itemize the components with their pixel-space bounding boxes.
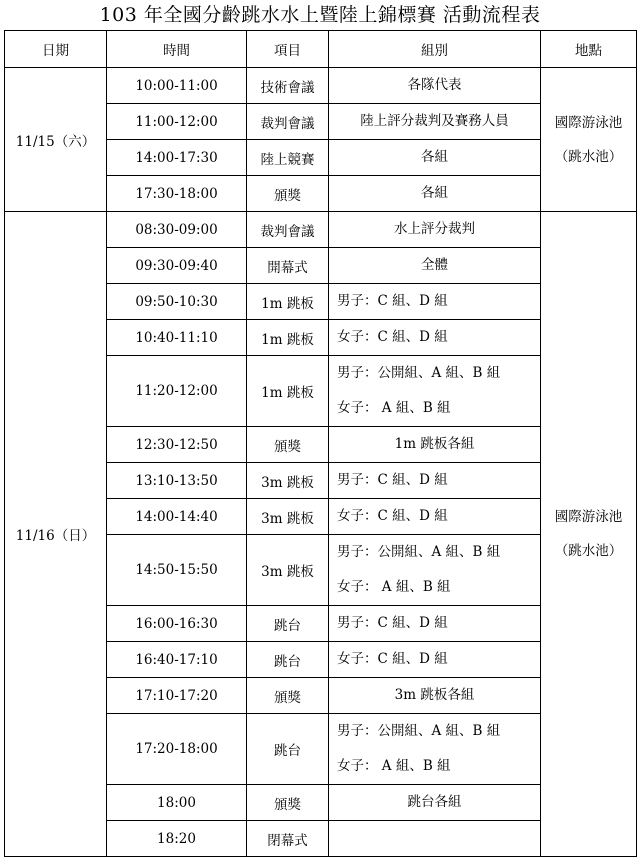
event-cell: 裁判會議 xyxy=(247,104,329,140)
header-date: 日期 xyxy=(5,31,107,68)
event-cell: 1m 跳板 xyxy=(247,320,329,356)
time-cell: 10:00-11:00 xyxy=(107,68,247,104)
group-cell xyxy=(329,176,541,212)
event-cell: 頒獎 xyxy=(247,176,329,212)
group-cell xyxy=(329,212,541,248)
date-cell: 11/15（六） xyxy=(5,68,107,212)
group-line: 陸上評分裁判及賽務人員 xyxy=(360,113,509,129)
header-row xyxy=(5,31,637,68)
group-line: 女子：C 組、D 組 xyxy=(337,651,448,667)
venue-cell xyxy=(541,68,637,212)
time-cell: 11:20-12:00 xyxy=(107,356,247,427)
group-cell xyxy=(329,284,541,320)
venue-cell xyxy=(541,212,637,857)
event-cell: 裁判會議 xyxy=(247,212,329,248)
event-cell: 頒獎 xyxy=(247,785,329,821)
date-cell: 11/16（日） xyxy=(5,212,107,857)
group-line: 水上評分裁判 xyxy=(394,221,475,237)
group-line: 女子：C 組、D 組 xyxy=(337,508,448,524)
group-cell xyxy=(329,499,541,535)
group-cell xyxy=(329,104,541,140)
event-cell: 頒獎 xyxy=(247,678,329,714)
header-time: 時間 xyxy=(107,31,247,68)
time-cell: 17:10-17:20 xyxy=(107,678,247,714)
time-cell: 16:40-17:10 xyxy=(107,642,247,678)
group-line: 跳台各組 xyxy=(407,794,462,810)
group-cell xyxy=(329,785,541,821)
group-line: 各組 xyxy=(421,149,448,165)
group-cell xyxy=(329,320,541,356)
event-cell: 頒獎 xyxy=(247,427,329,463)
group-line: 1m 跳板各組 xyxy=(394,436,475,452)
table-row xyxy=(5,68,637,104)
time-cell: 13:10-13:50 xyxy=(107,463,247,499)
time-cell: 17:30-18:00 xyxy=(107,176,247,212)
group-line: 男子：C 組、D 組 xyxy=(337,293,448,309)
group-line: 男子：公開組、A 組、B 組 xyxy=(337,544,501,560)
time-cell: 18:20 xyxy=(107,821,247,857)
time-cell: 12:30-12:50 xyxy=(107,427,247,463)
group-cell xyxy=(329,678,541,714)
venue-line: 國際游泳池 xyxy=(554,509,623,525)
event-cell: 開幕式 xyxy=(247,248,329,284)
time-cell: 10:40-11:10 xyxy=(107,320,247,356)
group-line: 各組 xyxy=(421,185,448,201)
event-cell: 跳台 xyxy=(247,714,329,785)
event-cell: 跳台 xyxy=(247,642,329,678)
group-line: 男子：公開組、A 組、B 組 xyxy=(337,723,501,739)
event-cell: 技術會議 xyxy=(247,68,329,104)
event-cell: 3m 跳板 xyxy=(247,535,329,606)
schedule-body xyxy=(5,68,637,857)
group-line: 男子：公開組、A 組、B 組 xyxy=(337,365,501,381)
group-cell xyxy=(329,821,541,857)
group-line: 男子：C 組、D 組 xyxy=(337,615,448,631)
time-cell: 11:00-12:00 xyxy=(107,104,247,140)
page-title: 103 年全國分齡跳水水上暨陸上錦標賽 活動流程表 xyxy=(99,4,541,26)
group-line: 女子：C 組、D 組 xyxy=(337,329,448,345)
group-line: 各隊代表 xyxy=(407,77,462,93)
group-cell xyxy=(329,535,541,606)
group-line: 全體 xyxy=(421,257,448,273)
header-group: 組別 xyxy=(329,31,541,68)
group-cell xyxy=(329,427,541,463)
time-cell: 17:20-18:00 xyxy=(107,714,247,785)
header-item: 項目 xyxy=(247,31,329,68)
time-cell: 14:00-14:40 xyxy=(107,499,247,535)
group-line: 女子： A 組、B 組 xyxy=(337,579,451,595)
time-cell: 16:00-16:30 xyxy=(107,606,247,642)
group-line xyxy=(329,821,540,856)
time-cell: 08:30-09:00 xyxy=(107,212,247,248)
group-cell xyxy=(329,606,541,642)
group-line: 3m 跳板各組 xyxy=(394,687,475,703)
event-cell: 閉幕式 xyxy=(247,821,329,857)
group-cell xyxy=(329,140,541,176)
event-cell: 1m 跳板 xyxy=(247,356,329,427)
group-cell xyxy=(329,714,541,785)
group-cell xyxy=(329,463,541,499)
group-line: 女子： A 組、B 組 xyxy=(337,758,451,774)
time-cell: 14:00-17:30 xyxy=(107,140,247,176)
group-line: 女子： A 組、B 組 xyxy=(337,400,451,416)
time-cell: 09:30-09:40 xyxy=(107,248,247,284)
schedule-table xyxy=(4,30,637,857)
time-cell: 14:50-15:50 xyxy=(107,535,247,606)
group-line: 男子：C 組、D 組 xyxy=(337,472,448,488)
event-cell: 3m 跳板 xyxy=(247,499,329,535)
venue-line: （跳水池） xyxy=(554,543,623,559)
event-cell: 3m 跳板 xyxy=(247,463,329,499)
event-cell: 陸上競賽 xyxy=(247,140,329,176)
time-cell: 18:00 xyxy=(107,785,247,821)
event-cell: 跳台 xyxy=(247,606,329,642)
venue-line: 國際游泳池 xyxy=(554,114,623,131)
group-cell xyxy=(329,356,541,427)
group-cell xyxy=(329,68,541,104)
group-cell xyxy=(329,642,541,678)
header-venue: 地點 xyxy=(541,31,637,68)
event-cell: 1m 跳板 xyxy=(247,284,329,320)
group-cell xyxy=(329,248,541,284)
venue-line: （跳水池） xyxy=(554,148,623,165)
table-row xyxy=(5,212,637,248)
time-cell: 09:50-10:30 xyxy=(107,284,247,320)
